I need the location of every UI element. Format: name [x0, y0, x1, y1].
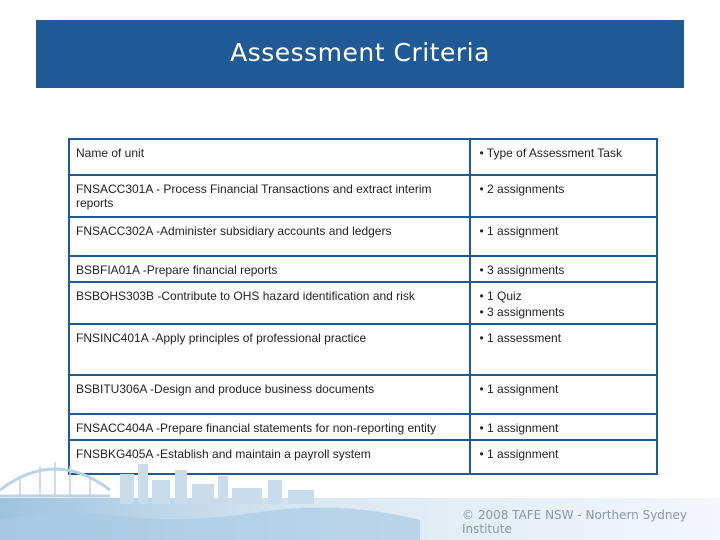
table-row	[69, 217, 657, 256]
table-row	[69, 414, 657, 440]
task-item: • 1 assignment	[479, 447, 559, 461]
table-row	[69, 256, 657, 282]
task-cell	[470, 175, 657, 217]
unit-cell: FNSACC404A -Prepare financial statements for non-reporting entity	[69, 414, 470, 440]
task-item: • 3 assignments	[479, 263, 565, 277]
harbour-bridge	[0, 462, 110, 496]
task-item: • 1 assignment	[479, 421, 559, 435]
task-cell	[470, 375, 657, 414]
task-item: • 1 Quiz	[479, 289, 522, 303]
task-cell	[470, 256, 657, 282]
slide-title: Assessment Criteria	[230, 38, 490, 67]
assessment-criteria-table	[68, 138, 658, 475]
task-item: • 2 assignments	[479, 182, 565, 196]
unit-cell: FNSACC301A - Process Financial Transactions and extract interim reports	[69, 175, 470, 217]
unit-cell: FNSINC401A -Apply principles of professional practice	[69, 324, 470, 375]
title-banner	[36, 20, 684, 88]
table-row	[69, 175, 657, 217]
unit-cell: BSBOHS303B -Contribute to OHS hazard identification and risk	[69, 282, 470, 324]
table-row	[69, 282, 657, 324]
task-item: • 1 assignment	[479, 224, 559, 238]
unit-cell: BSBITU306A -Design and produce business documents	[69, 375, 470, 414]
task-cell	[470, 282, 657, 324]
unit-cell: BSBFIA01A -Prepare financial reports	[69, 256, 470, 282]
task-cell	[470, 217, 657, 256]
unit-cell: FNSACC302A -Administer subsidiary accounts and ledgers	[69, 217, 470, 256]
table-row	[69, 324, 657, 375]
table-header-row	[69, 139, 657, 175]
header-unit-name: Name of unit	[69, 139, 470, 175]
header-assessment-type: • Type of Assessment Task	[470, 139, 657, 175]
task-cell	[470, 414, 657, 440]
unit-cell: FNSBKG405A -Establish and maintain a payroll system	[69, 440, 470, 474]
task-item: • 3 assignments	[479, 305, 565, 319]
table-row	[69, 375, 657, 414]
task-cell	[470, 324, 657, 375]
copyright-text: © 2008 TAFE NSW - Northern Sydney Institute	[462, 508, 688, 536]
task-item: • 1 assessment	[479, 331, 562, 345]
task-item: • 1 assignment	[479, 382, 559, 396]
